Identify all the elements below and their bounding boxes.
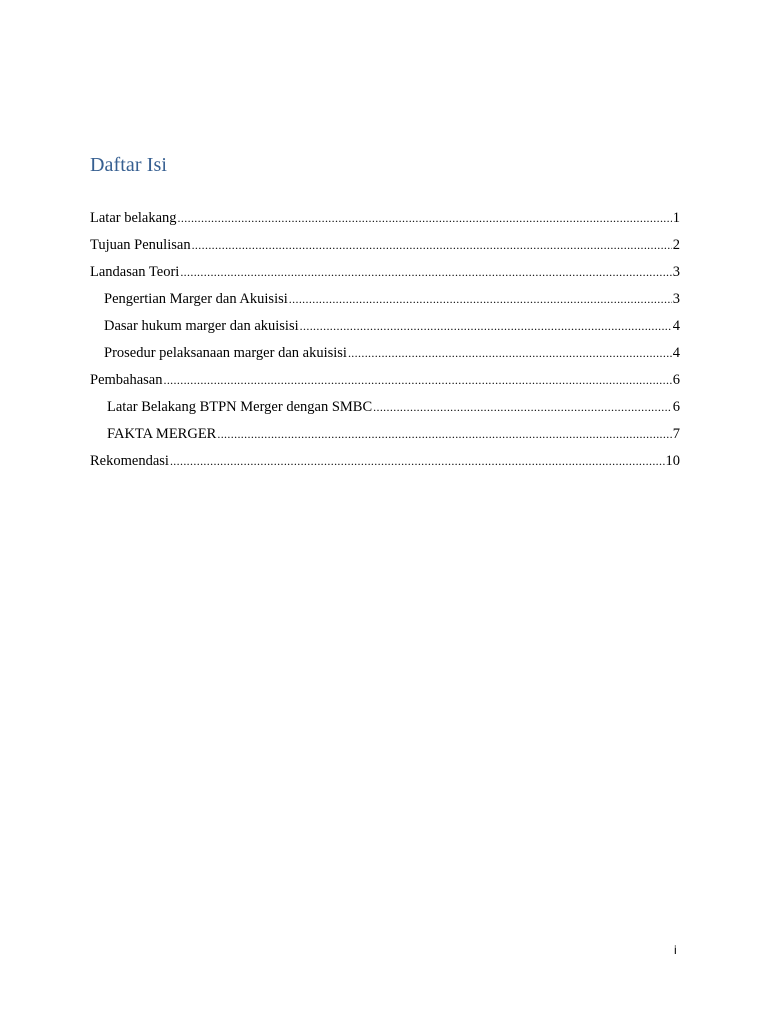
page-number: i	[674, 943, 677, 957]
toc-entry-title[interactable]: Latar belakang	[90, 210, 177, 226]
toc-entry-page[interactable]: 4	[672, 318, 680, 334]
toc-dot-leader	[170, 450, 665, 472]
toc-entry-latar-belakang-btpn[interactable]	[90, 396, 680, 423]
toc-entry-page[interactable]: 1	[672, 210, 680, 226]
toc-entry-title[interactable]: Landasan Teori	[90, 264, 180, 280]
toc-dot-leader	[289, 288, 672, 310]
toc-entry-title[interactable]: Prosedur pelaksanaan marger dan akuisisi	[104, 345, 347, 361]
toc-entry-title[interactable]: Pengertian Marger dan Akuisisi	[104, 291, 288, 307]
toc-entry-title[interactable]: Tujuan Penulisan	[90, 237, 191, 253]
toc-entry-title[interactable]: Rekomendasi	[90, 453, 169, 469]
toc-entry-latar-belakang[interactable]	[90, 207, 680, 234]
toc-entry-title[interactable]: FAKTA MERGER	[107, 426, 217, 442]
toc-entry-fakta-merger[interactable]	[90, 423, 680, 450]
toc-entry-page[interactable]: 6	[672, 399, 680, 415]
toc-dot-leader	[373, 396, 672, 418]
toc-entry-title[interactable]: Pembahasan	[90, 372, 163, 388]
toc-entry-page[interactable]: 6	[672, 372, 680, 388]
toc-dot-leader	[178, 207, 672, 229]
toc-dot-leader	[348, 342, 672, 364]
toc-entry-title[interactable]: Latar Belakang BTPN Merger dengan SMBC	[107, 399, 373, 415]
toc-entry-landasan-teori[interactable]	[90, 261, 680, 288]
toc-dot-leader	[192, 234, 672, 256]
toc-entry-prosedur-pelaksanaan[interactable]	[90, 342, 680, 369]
toc-entry-tujuan-penulisan[interactable]	[90, 234, 680, 261]
toc-entry-page[interactable]: 3	[672, 264, 680, 280]
toc-heading: Daftar Isi	[90, 154, 168, 176]
toc-entry-page[interactable]: 2	[672, 237, 680, 253]
toc-entry-rekomendasi[interactable]	[90, 450, 680, 477]
toc-dot-leader	[217, 423, 671, 445]
toc-entry-title[interactable]: Dasar hukum marger dan akuisisi	[104, 318, 299, 334]
toc-entry-pembahasan[interactable]	[90, 369, 680, 396]
toc-entry-page[interactable]: 10	[665, 453, 680, 469]
toc-entry-page[interactable]: 4	[672, 345, 680, 361]
toc-dot-leader	[180, 261, 671, 283]
table-of-contents	[90, 207, 680, 477]
toc-dot-leader	[300, 315, 672, 337]
toc-entry-page[interactable]: 7	[672, 426, 680, 442]
toc-entry-dasar-hukum[interactable]	[90, 315, 680, 342]
toc-entry-pengertian-marger[interactable]	[90, 288, 680, 315]
toc-dot-leader	[163, 369, 671, 391]
toc-entry-page[interactable]: 3	[672, 291, 680, 307]
